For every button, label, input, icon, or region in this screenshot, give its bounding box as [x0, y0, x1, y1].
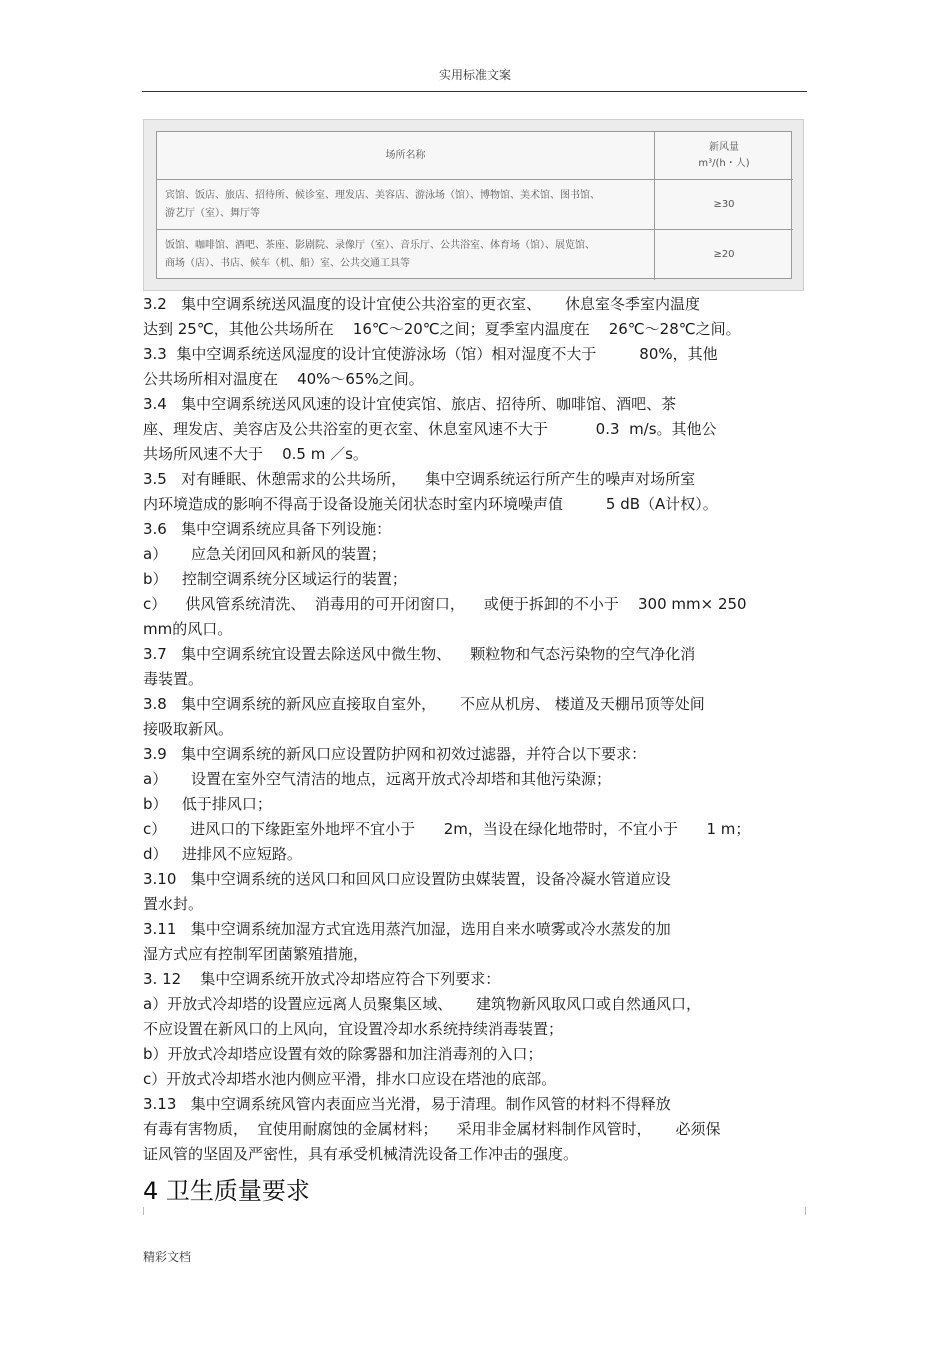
- table-row-place-line: 饭馆、咖啡馆、酒吧、茶座、影剧院、录像厅（室）、音乐厅、公共浴室、体育场（馆）、展览馆、: [165, 240, 595, 251]
- body-line: mm的风口。: [143, 620, 233, 638]
- body-line: 座、理发店、美容店及公共浴室的更衣室、休息室风速不大于 0.3 m/s。其他公: [143, 420, 717, 438]
- table-header-fresh-air-unit: m³/(h・人): [698, 157, 750, 169]
- body-line: a） 设置在室外空气清洁的地点，远离开放式冷却塔和其他污染源；: [143, 770, 612, 788]
- body-line: 内环境造成的影响不得高于设备设施关闭状态时室内环境噪声值 5 dB（A计权）。: [143, 495, 718, 513]
- table-row-place: [157, 230, 655, 280]
- body-line: 3.4 集中空调系统送风风速的设计宜使宾馆、旅店、招待所、咖啡馆、酒吧、茶: [143, 395, 677, 413]
- body-line: 毒装置。: [143, 670, 204, 688]
- table-row-place-line: 宾馆、饭店、旅店、招待所、候诊室、理发店、美容店、游泳场（馆）、博物馆、美术馆、图书馆、: [165, 189, 600, 201]
- table-row-value: ≥20: [713, 249, 735, 260]
- body-line: 3.9 集中空调系统的新风口应设置防护网和初效过滤器，并符合以下要求：: [143, 745, 647, 763]
- body-line: 3.3 集中空调系统送风湿度的设计宜使游泳场（馆）相对湿度不大于 80%，其他: [143, 345, 718, 363]
- body-line: c） 进风口的下缘距室外地坪不宜小于 2m，当设在绿化地带时，不宜小于 1 m；: [143, 820, 751, 838]
- header-divider: [142, 91, 807, 92]
- body-line: 有毒有害物质， 宜使用耐腐蚀的金属材料； 采用非金属材料制作风管时， 必须保: [143, 1120, 721, 1138]
- body-line: 3.5 对有睡眠、休憩需求的公共场所， 集中空调系统运行所产生的噪声对场所室: [143, 470, 696, 488]
- table-row-place: [157, 180, 655, 230]
- body-line: c） 供风管系统清洗、 消毒用的可开闭窗口， 或便于拆卸的不小于 300 mm× 250: [143, 595, 747, 613]
- body-line: 公共场所相对温度在 40%～65%之间。: [143, 370, 424, 388]
- body-text: [143, 292, 823, 1167]
- page-header: 实用标准文案: [438, 68, 511, 82]
- page-margin-mark: [805, 1207, 806, 1215]
- body-line: b） 低于排风口；: [143, 795, 272, 813]
- body-line: 共场所风速不大于 0.5 m ／s。: [143, 445, 368, 463]
- body-line: c）开放式冷却塔水池内侧应平滑，排水口应设在塔池的底部。: [143, 1070, 557, 1088]
- fresh-air-table-image: [143, 119, 804, 291]
- page-margin-mark: [143, 1207, 144, 1215]
- body-line: 3.11 集中空调系统加湿方式宜选用蒸汽加湿，选用自来水喷雾或冷水蒸发的加: [143, 920, 671, 938]
- table-header-fresh-air: [655, 132, 793, 180]
- body-line: 3.6 集中空调系统应具备下列设施：: [143, 520, 392, 538]
- body-line: 3.7 集中空调系统宜设置去除送风中微生物、 颗粒物和气态污染物的空气净化消: [143, 645, 696, 663]
- body-line: d） 进排风不应短路。: [143, 845, 302, 863]
- table-row-place-line: 游艺厅（室）、舞厅等: [165, 207, 260, 219]
- body-line: 3.10 集中空调系统的送风口和回风口应设置防虫媒装置，设备冷凝水管道应设: [143, 870, 671, 888]
- table-header-fresh-air-label: 新风量: [708, 141, 739, 153]
- body-line: 置水封。: [143, 895, 204, 913]
- table-row-value: ≥30: [655, 180, 793, 230]
- body-line: 3.13 集中空调系统风管内表面应当光滑，易于清理。制作风管的材料不得释放: [143, 1095, 671, 1113]
- section-heading: 4 卫生质量要求: [143, 1177, 310, 1205]
- body-line: 达到 25℃，其他公共场所在 16℃～20℃之间；夏季室内温度在 26℃～28℃之间。: [143, 320, 741, 338]
- body-line: 3.2 集中空调系统送风温度的设计宜使公共浴室的更衣室、 休息室冬季室内温度: [143, 295, 701, 313]
- body-line: 3.8 集中空调系统的新风应直接取自室外， 不应从机房、 楼道及天棚吊顶等处间: [143, 695, 705, 713]
- body-line: a） 应急关闭回风和新风的装置；: [143, 545, 387, 563]
- body-line: 接吸取新风。: [143, 720, 234, 738]
- body-line: b）开放式冷却塔应设置有效的除雾器和加注消毒剂的入口；: [143, 1045, 543, 1063]
- body-line: 不应设置在新风口的上风向，宜设置冷却水系统持续消毒装置；: [143, 1020, 564, 1038]
- body-line: 湿方式应有控制军团菌繁殖措施，: [143, 945, 369, 963]
- table-row-place-line: 商场（店）、书店、候车（机、船）室、公共交通工具等: [165, 258, 410, 269]
- table-header-place: 场所名称: [157, 132, 655, 180]
- body-line: 3. 12 集中空调系统开放式冷却塔应符合下列要求：: [143, 970, 501, 988]
- fresh-air-table: [156, 131, 792, 279]
- body-line: b） 控制空调系统分区域运行的装置；: [143, 570, 407, 588]
- body-line: a）开放式冷却塔的设置应远离人员聚集区域、 建筑物新风取风口或自然通风口，: [143, 995, 702, 1013]
- page-footer: 精彩文档: [143, 1250, 192, 1264]
- body-line: 证风管的坚固及严密性，具有承受机械清洗设备工作冲击的强度。: [143, 1145, 579, 1163]
